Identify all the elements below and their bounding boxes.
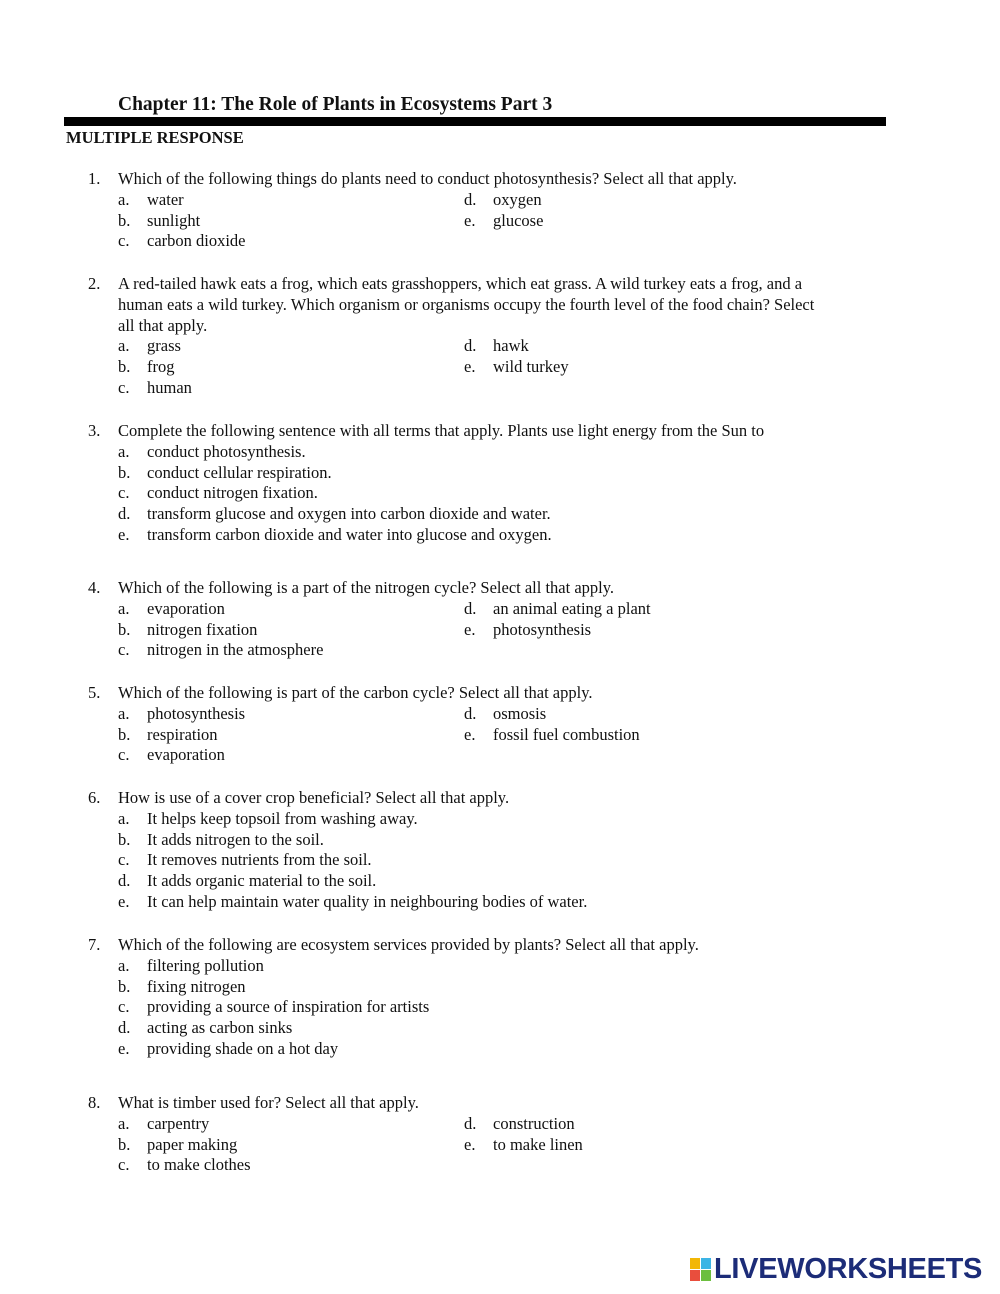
question-7 bbox=[0, 935, 1000, 1060]
option-letter: d. bbox=[118, 504, 131, 523]
option-letter: a. bbox=[118, 1113, 130, 1133]
option-row bbox=[0, 463, 1000, 484]
question-5 bbox=[0, 683, 1000, 766]
question-text-line bbox=[0, 683, 1000, 704]
option-row bbox=[0, 956, 1000, 977]
option-text: grass bbox=[147, 336, 181, 356]
option-letter: c. bbox=[118, 1155, 130, 1175]
option-row bbox=[0, 190, 1000, 211]
option-letter: c. bbox=[118, 377, 130, 397]
option-letter: a. bbox=[118, 336, 130, 356]
question-text-line bbox=[0, 295, 1000, 316]
option-row bbox=[0, 211, 1000, 232]
liveworksheets-logo-text: LIVEWORKSHEETS bbox=[714, 1253, 983, 1285]
option-text: oxygen bbox=[493, 189, 542, 209]
question-4 bbox=[0, 578, 1000, 661]
section-heading: MULTIPLE RESPONSE bbox=[66, 128, 244, 147]
option-letter: e. bbox=[118, 524, 130, 544]
option-letter: c. bbox=[118, 483, 130, 503]
option-text: evaporation bbox=[147, 598, 225, 618]
question-number: 6. bbox=[88, 788, 101, 807]
option-row bbox=[0, 357, 1000, 378]
question-text: Which of the following is a part of the nitrogen cycle? Select all that apply. bbox=[118, 578, 615, 597]
option-letter: c. bbox=[118, 997, 130, 1017]
question-text-line bbox=[0, 421, 1000, 442]
option-letter: d. bbox=[464, 189, 477, 209]
option-text: nitrogen fixation bbox=[147, 619, 258, 639]
question-text: Complete the following sentence with all terms that apply. Plants use light energy from the Sun to bbox=[118, 421, 765, 440]
option-text: carbon dioxide bbox=[147, 231, 246, 251]
option-letter: c. bbox=[118, 745, 130, 765]
page-title: Chapter 11: The Role of Plants in Ecosystems Part 3 bbox=[118, 94, 553, 115]
option-letter: e. bbox=[464, 724, 476, 744]
option-row bbox=[0, 997, 1000, 1018]
question-text: Which of the following are ecosystem services provided by plants? Select all that apply. bbox=[118, 935, 699, 954]
option-text: fixing nitrogen bbox=[147, 976, 246, 996]
option-text: to make linen bbox=[493, 1134, 583, 1154]
question-6 bbox=[0, 788, 1000, 913]
question-text: What is timber used for? Select all that apply. bbox=[118, 1093, 419, 1112]
option-row bbox=[0, 378, 1000, 399]
option-row bbox=[0, 892, 1000, 913]
option-text: conduct nitrogen fixation. bbox=[147, 483, 318, 503]
option-letter: a. bbox=[118, 703, 130, 723]
option-letter: d. bbox=[118, 871, 131, 890]
option-letter: b. bbox=[118, 619, 131, 639]
option-letter: c. bbox=[118, 640, 130, 660]
question-text: human eats a wild turkey. Which organism or organisms occupy the fourth level of the food chain? Select bbox=[118, 294, 815, 314]
option-text: carpentry bbox=[147, 1113, 210, 1133]
option-letter: b. bbox=[118, 724, 131, 744]
option-text: hawk bbox=[493, 336, 529, 356]
option-row bbox=[0, 483, 1000, 504]
option-row bbox=[0, 525, 1000, 546]
option-letter: e. bbox=[118, 891, 130, 911]
option-text: acting as carbon sinks bbox=[147, 1018, 293, 1037]
option-letter: d. bbox=[464, 336, 477, 356]
option-text: respiration bbox=[147, 724, 218, 744]
option-letter: b. bbox=[118, 357, 131, 376]
option-row bbox=[0, 1155, 1000, 1176]
option-text: It adds nitrogen to the soil. bbox=[147, 829, 324, 849]
option-letter: d. bbox=[464, 1113, 477, 1133]
option-letter: a. bbox=[118, 189, 130, 209]
option-row bbox=[0, 1114, 1000, 1135]
option-text: to make clothes bbox=[147, 1155, 251, 1175]
option-letter: e. bbox=[464, 357, 476, 376]
question-text-line bbox=[0, 1093, 1000, 1114]
option-text: nitrogen in the atmosphere bbox=[147, 640, 324, 660]
option-row bbox=[0, 745, 1000, 766]
option-row bbox=[0, 830, 1000, 851]
question-number: 5. bbox=[88, 683, 101, 702]
option-letter: e. bbox=[464, 210, 476, 230]
question-number: 1. bbox=[88, 169, 101, 188]
option-row bbox=[0, 231, 1000, 252]
option-letter: e. bbox=[464, 1134, 476, 1154]
option-row bbox=[0, 850, 1000, 871]
option-letter: a. bbox=[118, 441, 130, 461]
option-letter: b. bbox=[118, 829, 131, 849]
option-row bbox=[0, 1018, 1000, 1039]
option-row bbox=[0, 1039, 1000, 1060]
option-text: an animal eating a plant bbox=[493, 598, 651, 618]
option-text: transform glucose and oxygen into carbon dioxide and water. bbox=[147, 504, 551, 523]
option-letter: c. bbox=[118, 850, 130, 870]
option-text: photosynthesis bbox=[493, 619, 592, 639]
liveworksheets-logo bbox=[690, 1252, 990, 1286]
option-text: glucose bbox=[493, 210, 544, 230]
option-text: providing shade on a hot day bbox=[147, 1038, 339, 1058]
question-text-line bbox=[0, 169, 1000, 190]
option-text: paper making bbox=[147, 1134, 238, 1154]
option-row bbox=[0, 977, 1000, 998]
option-letter: a. bbox=[118, 808, 130, 828]
question-number: 4. bbox=[88, 578, 101, 597]
option-letter: b. bbox=[118, 210, 131, 230]
option-text: conduct cellular respiration. bbox=[147, 462, 332, 482]
option-text: filtering pollution bbox=[147, 955, 264, 975]
question-text-line bbox=[0, 788, 1000, 809]
option-letter: b. bbox=[118, 976, 131, 996]
option-text: conduct photosynthesis. bbox=[147, 441, 306, 461]
option-row bbox=[0, 504, 1000, 525]
question-text: all that apply. bbox=[118, 315, 208, 335]
question-text: Which of the following is part of the carbon cycle? Select all that apply. bbox=[118, 683, 593, 702]
option-row bbox=[0, 620, 1000, 641]
question-number: 8. bbox=[88, 1093, 101, 1112]
option-row bbox=[0, 725, 1000, 746]
option-text: human bbox=[147, 377, 192, 397]
question-text-line bbox=[0, 578, 1000, 599]
option-row bbox=[0, 1135, 1000, 1156]
option-text: evaporation bbox=[147, 745, 225, 765]
option-row bbox=[0, 336, 1000, 357]
question-text: A red-tailed hawk eats a frog, which eats grasshoppers, which eat grass. A wild turkey eats a frog, and a bbox=[118, 274, 803, 293]
option-letter: d. bbox=[464, 598, 477, 618]
title-rule bbox=[64, 117, 886, 126]
option-letter: b. bbox=[118, 462, 131, 482]
option-letter: c. bbox=[118, 231, 130, 251]
question-number: 7. bbox=[88, 935, 101, 954]
question-text-line bbox=[0, 274, 1000, 295]
option-text: water bbox=[147, 189, 184, 209]
option-letter: d. bbox=[464, 703, 477, 723]
question-text: How is use of a cover crop beneficial? Select all that apply. bbox=[118, 788, 510, 807]
option-text: transform carbon dioxide and water into glucose and oxygen. bbox=[147, 524, 552, 544]
question-text-line bbox=[0, 935, 1000, 956]
option-letter: d. bbox=[118, 1018, 131, 1037]
question-text: Which of the following things do plants need to conduct photosynthesis? Select all that apply. bbox=[118, 169, 737, 188]
option-text: It can help maintain water quality in neighbouring bodies of water. bbox=[147, 891, 588, 911]
option-row bbox=[0, 809, 1000, 830]
option-text: fossil fuel combustion bbox=[493, 724, 640, 744]
question-number: 3. bbox=[88, 421, 101, 440]
option-text: photosynthesis bbox=[147, 703, 246, 723]
option-text: sunlight bbox=[147, 210, 201, 230]
question-2 bbox=[0, 274, 1000, 399]
option-text: frog bbox=[147, 357, 175, 376]
question-number: 2. bbox=[88, 274, 101, 293]
option-row bbox=[0, 704, 1000, 725]
option-text: wild turkey bbox=[493, 357, 569, 376]
option-text: providing a source of inspiration for artists bbox=[147, 997, 430, 1017]
question-8 bbox=[0, 1093, 1000, 1176]
option-letter: b. bbox=[118, 1134, 131, 1154]
option-text: It removes nutrients from the soil. bbox=[147, 850, 372, 870]
option-letter: e. bbox=[118, 1038, 130, 1058]
option-text: construction bbox=[493, 1113, 575, 1133]
option-row bbox=[0, 442, 1000, 463]
option-text: It adds organic material to the soil. bbox=[147, 871, 377, 890]
option-letter: a. bbox=[118, 598, 130, 618]
option-letter: e. bbox=[464, 619, 476, 639]
option-row bbox=[0, 599, 1000, 620]
question-3 bbox=[0, 421, 1000, 546]
question-text-line bbox=[0, 316, 1000, 337]
liveworksheets-logo-icon bbox=[690, 1258, 712, 1282]
option-text: It helps keep topsoil from washing away. bbox=[147, 808, 418, 828]
option-text: osmosis bbox=[493, 703, 547, 723]
option-row bbox=[0, 640, 1000, 661]
question-1 bbox=[0, 169, 1000, 252]
option-letter: a. bbox=[118, 955, 130, 975]
option-row bbox=[0, 871, 1000, 892]
